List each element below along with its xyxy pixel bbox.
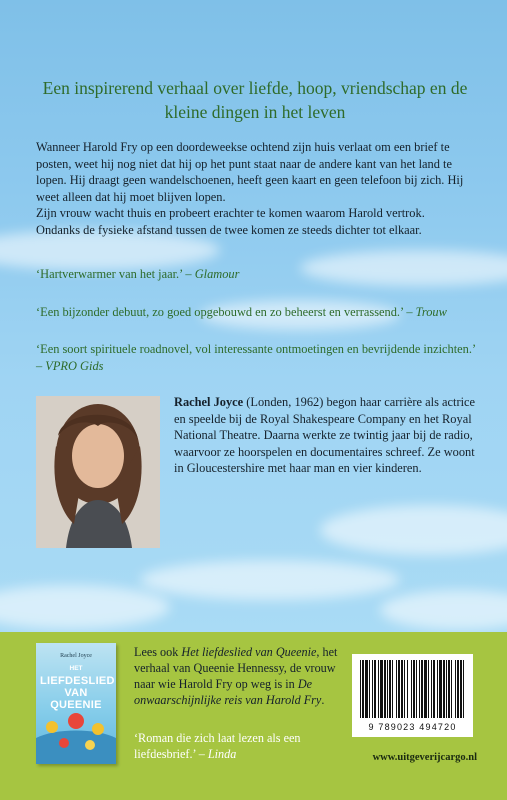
promo-other-title: De onwaarschijnlijke reis van Harold Fry [134, 677, 322, 707]
quote-text: ‘Een bijzonder debuut, zo goed opgebouwd en zo beheerst en verrassend.’ – [36, 305, 416, 319]
cloud [320, 505, 507, 555]
barcode-bar [407, 660, 408, 718]
barcode-bar [413, 660, 415, 718]
barcode-bar [398, 660, 400, 718]
barcode-bar [387, 660, 388, 718]
barcode-bar [380, 660, 383, 718]
barcode-bar [392, 660, 393, 718]
barcode-bar [365, 660, 368, 718]
review-quote [36, 266, 476, 283]
headline: Een inspirerend verhaal over liefde, hoop, vriendschap en de kleine dingen in het leven [42, 78, 468, 122]
promo-middle: , het verhaal van Queenie Hennessy, de vrouw naar wie Harold Fry op weg is in [134, 645, 338, 691]
synopsis-paragraph: Zijn vrouw wacht thuis en probeert erachter te komen waarom Harold vertrok. [36, 206, 425, 221]
synopsis-paragraph: Wanneer Harold Fry op een doordeweekse ochtend zijn huis verlaat om een brief te posten, weet hij nog niet dat hij op het punt staat naar de andere kant van het land te lopen. Hij draagt geen wandelschoenen, heeft geen kaart en geen telefoon bij zich. Hij weet alleen dat hij moet blijven lopen. [36, 140, 464, 204]
quote-source: Trouw [415, 305, 447, 319]
cover-title-line: LIEFDESLIED [40, 675, 115, 687]
barcode-bars [352, 654, 473, 722]
author-photo [36, 396, 160, 548]
barcode-bar [437, 660, 438, 718]
promo-quote-source: Linda [207, 747, 237, 761]
promo-end: . [321, 693, 325, 707]
barcode-bar [439, 660, 442, 718]
barcode-bar [446, 660, 447, 718]
barcode-bar [448, 660, 450, 718]
barcode-bar [372, 660, 373, 718]
cover-illustration [36, 643, 116, 764]
cloud [140, 560, 400, 600]
barcode-bar [374, 660, 376, 718]
cloud [380, 590, 507, 630]
promo-quote-text: ‘Roman die zich laat lezen als een liefdesbrief.’ – [134, 731, 301, 761]
quote-text: ‘Een soort spirituele roadnovel, vol interessante ontmoetingen en bevrijdende inzichten.’ – [36, 342, 476, 373]
barcode-bar [416, 660, 417, 718]
barcode-bar [411, 660, 412, 718]
barcode [352, 654, 473, 737]
publisher-website[interactable]: www.uitgeverijcargo.nl [372, 752, 477, 763]
barcode-bar [360, 660, 361, 718]
barcode-bar [424, 660, 427, 718]
barcode-bar [389, 660, 391, 718]
review-quote [36, 304, 476, 321]
barcode-bar [421, 660, 423, 718]
author-portrait [36, 396, 160, 548]
promo-text [134, 644, 339, 708]
cover-title-line: VAN QUEENIE [50, 687, 102, 711]
barcode-bar [428, 660, 429, 718]
promo-quote [134, 730, 339, 762]
barcode-bar [384, 660, 386, 718]
barcode-bar [460, 660, 462, 718]
barcode-bar [451, 660, 452, 718]
barcode-bar [419, 660, 420, 718]
barcode-bar [431, 660, 432, 718]
barcode-bar [362, 660, 364, 718]
promo-book-title: Het liefdeslied van Queenie [181, 645, 317, 659]
barcode-bar [401, 660, 403, 718]
book-cover-queenie [36, 643, 116, 764]
quote-source: Glamour [194, 267, 240, 281]
promo-lead: Lees ook [134, 645, 182, 659]
barcode-bar [404, 660, 405, 718]
barcode-bar [443, 660, 445, 718]
review-quote [36, 341, 476, 374]
author-name: Rachel Joyce [174, 395, 244, 409]
barcode-bar [378, 660, 379, 718]
synopsis-paragraph: Ondanks de fysieke afstand tussen de twee komen ze steeds dichter tot elkaar. [36, 222, 422, 237]
barcode-bar [455, 660, 456, 718]
synopsis [36, 139, 476, 239]
author-bio-text: (Londen, 1962) begon haar carrière als actrice en speelde bij de Royal Shakespeare Company en het Royal National Theatre. Daarna werkte ze twintig jaar bij de radio, waarvoor ze hoorspelen en documentaires schreef. Ze woont in Gloucestershire met haar man en vier kinderen. [174, 395, 476, 476]
barcode-bar [433, 660, 435, 718]
barcode-bar [369, 660, 370, 718]
barcode-bar [463, 660, 464, 718]
cloud [0, 585, 170, 629]
author-bio [174, 394, 476, 477]
barcode-bar [457, 660, 459, 718]
quote-source: VPRO Gids [45, 358, 104, 373]
cover-author: Rachel Joyce [60, 653, 92, 659]
isbn-number: 9 789023 494720 [368, 722, 457, 732]
quote-text: ‘Hartverwarmer van het jaar.’ – [36, 267, 195, 281]
cover-title-small: HET [69, 665, 83, 672]
barcode-bar [396, 660, 397, 718]
